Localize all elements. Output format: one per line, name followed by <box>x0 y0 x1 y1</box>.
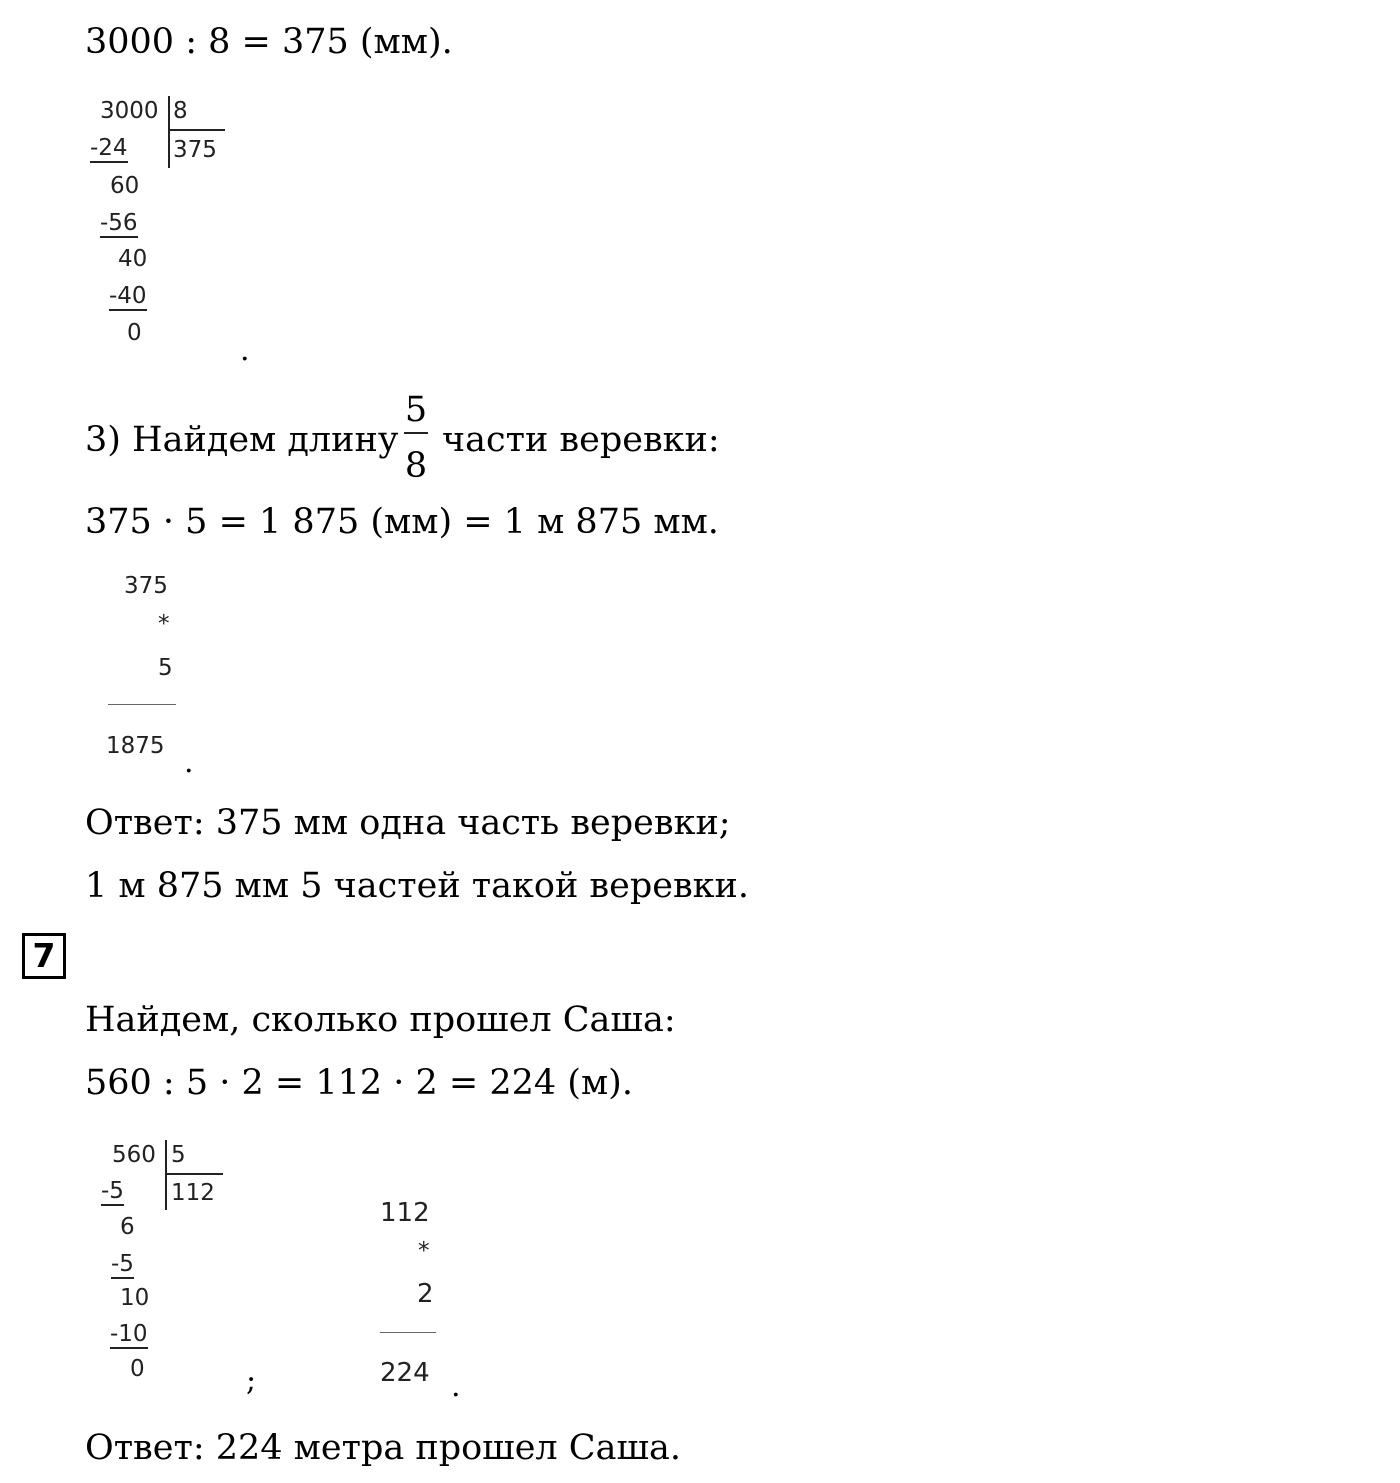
product: 1875 <box>106 733 165 759</box>
subtract-row: -5 <box>101 1178 124 1204</box>
equation-sasha-distance: 560 : 5 · 2 = 112 · 2 = 224 (м). <box>85 1063 633 1103</box>
fraction-denominator: 8 <box>404 446 428 486</box>
subtract-row: -5 <box>111 1251 134 1277</box>
answer-line-2: 1 м 875 мм 5 частей такой веревки. <box>85 866 749 906</box>
divisor: 5 <box>171 1142 186 1168</box>
division-vertical-bar <box>168 96 170 168</box>
remainder-row: 40 <box>118 246 148 272</box>
step-3-text: 3) Найдем длину <box>85 420 399 460</box>
multiplier: 2 <box>417 1279 434 1309</box>
final-remainder: 0 <box>127 320 142 346</box>
multiply-sign: * <box>418 1238 430 1264</box>
subtract-row: -56 <box>100 210 138 236</box>
divisor-underline <box>165 1173 223 1175</box>
step-3-heading <box>85 420 398 460</box>
final-remainder: 0 <box>130 1356 145 1382</box>
semicolon: ; <box>246 1363 257 1398</box>
period: . <box>184 745 194 780</box>
period: . <box>451 1369 461 1404</box>
remainder-row: 10 <box>120 1285 150 1311</box>
subtract-row: -40 <box>109 283 147 309</box>
result-line <box>380 1332 436 1333</box>
fraction-numerator: 5 <box>404 390 428 430</box>
task-7-intro: Найдем, сколько прошел Саша: <box>85 1000 676 1040</box>
subtract-row: -24 <box>90 135 128 161</box>
dividend: 3000 <box>100 98 159 124</box>
quotient: 112 <box>171 1180 215 1206</box>
step-3-text-end: части веревки: <box>442 420 720 460</box>
subtract-row: -10 <box>110 1321 148 1347</box>
product: 224 <box>380 1358 430 1388</box>
remainder-row: 6 <box>120 1214 135 1240</box>
dividend: 560 <box>112 1142 156 1168</box>
result-line <box>108 704 176 705</box>
equation-division-rope: 3000 : 8 = 375 (мм). <box>85 22 453 62</box>
answer-task-7: Ответ: 224 метра прошел Саша. <box>85 1428 681 1468</box>
remainder-row: 60 <box>110 173 140 199</box>
equation-multiplication-rope: 375 · 5 = 1 875 (мм) = 1 м 875 мм. <box>85 502 719 542</box>
multiply-sign: * <box>158 611 170 637</box>
quotient: 375 <box>173 137 217 163</box>
period: . <box>240 333 250 368</box>
multiplicand: 375 <box>124 573 168 599</box>
divisor-underline <box>168 129 225 131</box>
task-number-badge: 7 <box>22 933 66 979</box>
multiplier: 5 <box>158 655 173 681</box>
fraction-bar <box>404 432 428 434</box>
division-vertical-bar <box>165 1140 167 1210</box>
answer-line-1: Ответ: 375 мм одна часть веревки; <box>85 803 731 843</box>
divisor: 8 <box>173 98 188 124</box>
multiplicand: 112 <box>380 1198 430 1228</box>
